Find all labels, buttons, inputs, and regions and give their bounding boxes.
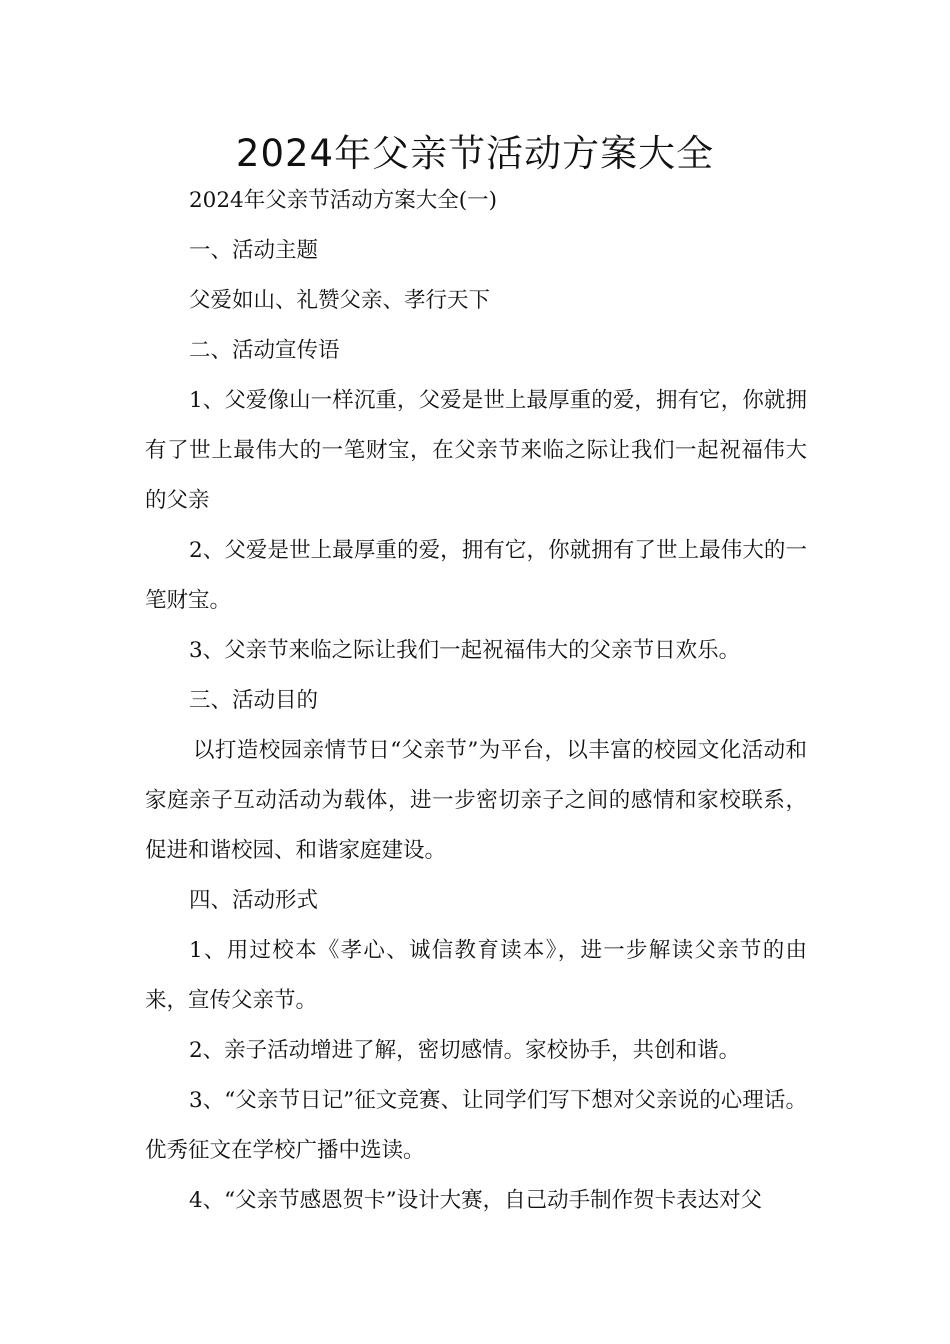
paragraph-purpose: 以打造校园亲情节日“父亲节”为平台，以丰富的校园文化活动和家庭亲子互动活动为载体，进一步密切亲子之间的感情和家校联系，促进和谐校园、和谐家庭建设。 [145, 738, 807, 863]
paragraph-form-3: 3、“父亲节日记”征文竞赛、让同学们写下想对父亲说的心理话。优秀征文在学校广播中选读。 [145, 1088, 807, 1163]
section-heading: 2024年父亲节活动方案大全(一) [189, 188, 497, 213]
heading-purpose: 三、活动目的 [189, 688, 319, 713]
paragraph-form-1: 1、用过校本《孝心、诚信教育读本》，进一步解读父亲节的由来，宣传父亲节。 [145, 938, 807, 1013]
paragraph-form-4: 4、“父亲节感恩贺卡”设计大赛，自己动手制作贺卡表达对父 [189, 1188, 763, 1213]
paragraph-slogan-3: 3、父亲节来临之际让我们一起祝福伟大的父亲节日欢乐。 [189, 638, 741, 663]
heading-activity-theme: 一、活动主题 [189, 238, 319, 263]
paragraph-form-2: 2、亲子活动增进了解，密切感情。家校协手，共创和谐。 [189, 1038, 741, 1063]
document-title: 2024年父亲节活动方案大全 [235, 132, 715, 175]
document-body [145, 176, 807, 1226]
paragraph-theme: 父爱如山、礼赞父亲、孝行天下 [189, 288, 491, 313]
heading-slogans: 二、活动宣传语 [189, 338, 340, 363]
paragraph-slogan-2: 2、父爱是世上最厚重的爱，拥有它，你就拥有了世上最伟大的一笔财宝。 [145, 538, 807, 613]
paragraph-slogan-1: 1、父爱像山一样沉重，父爱是世上最厚重的爱，拥有它，你就拥有了世上最伟大的一笔财宝，在父亲节来临之际让我们一起祝福伟大的父亲 [145, 388, 807, 513]
heading-activity-form: 四、活动形式 [189, 888, 319, 913]
